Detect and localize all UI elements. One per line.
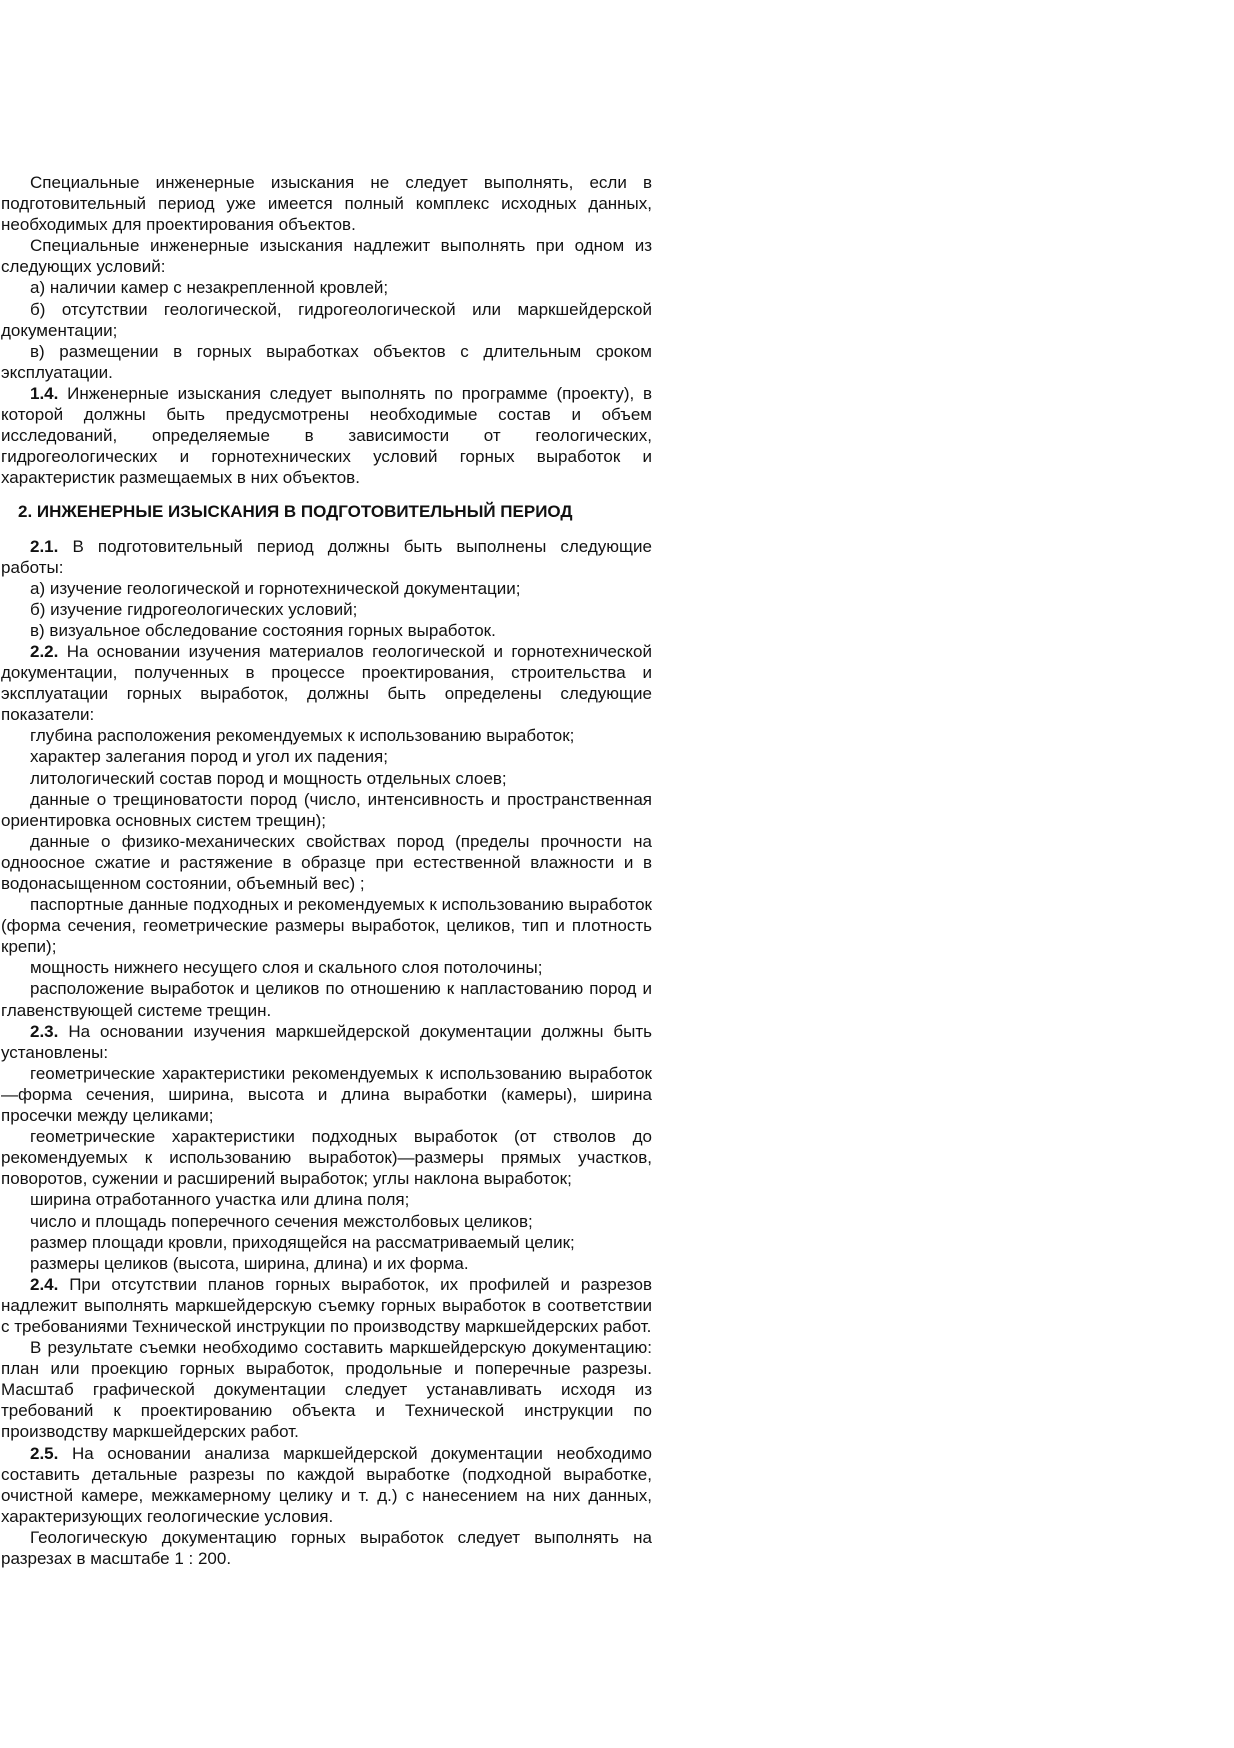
clause-2-4: 2.4. При отсутствии планов горных выработок, их профилей и разрезов надлежит выполнять маркшейдерскую съемку горных выработок в соответствии с требованиями Технической инструкции по производству маркшейдерских работ. [1, 1274, 652, 1336]
clause-number: 1.4. [30, 383, 59, 403]
paragraph: Геологическую документацию горных выработок следует выполнять на разрезах в масштабе 1 : 200. [1, 1527, 652, 1568]
document-page [1, 172, 652, 1569]
list-item: литологический состав пород и мощность отдельных слоев; [30, 768, 507, 788]
list-item: размер площади кровли, приходящейся на рассматриваемый целик; [30, 1232, 575, 1252]
list-item: характер залегания пород и угол их падения; [30, 747, 388, 767]
list-item: геометрические характеристики подходных выработок (от стволов до рекомендуемых к использованию выработок)—размеры прямых участков, поворотов, сужении и расширений выработок; углы наклона выработок; [1, 1127, 652, 1189]
section-2-heading: 2. ИНЖЕНЕРНЫЕ ИЗЫСКАНИЯ В ПОДГОТОВИТЕЛЬНЫЙ ПЕРИОД [18, 502, 573, 522]
list-item: в) размещении в горных выработках объектов с длительным сроком эксплуатации. [1, 341, 652, 382]
list-item: мощность нижнего несущего слоя и скального слоя потолочины; [30, 958, 543, 978]
list-item: ширина отработанного участка или длина поля; [30, 1190, 410, 1210]
clause-2-2: 2.2. На основании изучения материалов геологической и горнотехнической документации, полученных в процессе проектирования, строительства и эксплуатации горных выработок, должны быть определены следующие показатели: [1, 641, 652, 725]
clause-2-3: 2.3. На основании изучения маркшейдерской документации должны быть установлены: [1, 1021, 652, 1062]
paragraph: В результате съемки необходимо составить маркшейдерскую документацию: план или проекцию горных выработок, продольные и поперечные разрезы. Масштаб графической документации следует устанавливать исходя из требований к проектированию объекта и Технической инструкции по производству маркшейдерских работ. [1, 1338, 652, 1442]
list-item: б) отсутствии геологической, гидрогеологической или маркшейдерской документации; [1, 299, 652, 340]
clause-number: 2.5. [30, 1443, 59, 1463]
clause-number: 2.3. [30, 1021, 59, 1041]
clause-number: 2.4. [30, 1274, 59, 1294]
clause-1-4: 1.4. Инженерные изыскания следует выполнять по программе (проекту), в которой должны быть предусмотрены необходимые состав и объем исследований, определяемые в зависимости от геологических, гидрогеологических и горнотехнических условий горных выработок и характеристик размещаемых в них объектов. [1, 383, 652, 488]
clause-number: 2.2. [30, 641, 59, 661]
clause-2-1: 2.1. В подготовительный период должны быть выполнены следующие работы: [1, 536, 652, 577]
clause-number: 2.1. [30, 536, 59, 556]
section-2-body [1, 536, 652, 1570]
list-item: паспортные данные подходных и рекомендуемых к использованию выработок (форма сечения, геометрические размеры выработок, целиков, тип и плотность крепи); [1, 895, 652, 957]
list-item: в) визуальное обследование состояния горных выработок. [30, 620, 496, 640]
list-item: расположение выработок и целиков по отношению к напластованию пород и главенствующей системе трещин. [1, 979, 652, 1020]
list-item: а) изучение геологической и горнотехнической документации; [30, 578, 521, 598]
list-item: число и площадь поперечного сечения межстолбовых целиков; [30, 1211, 533, 1231]
list-item: данные о трещиноватости пород (число, интенсивность и пространственная ориентировка основных систем трещин); [1, 789, 652, 830]
list-item: глубина расположения рекомендуемых к использованию выработок; [30, 726, 575, 746]
list-item: а) наличии камер с незакрепленной кровлей; [30, 278, 389, 298]
list-item: б) изучение гидрогеологических условий; [30, 599, 358, 619]
paragraph: Специальные инженерные изыскания не следует выполнять, если в подготовительный период уже имеется полный комплекс исходных данных, необходимых для проектирования объектов. [1, 173, 652, 235]
section-1-continuation [1, 172, 652, 488]
list-item: геометрические характеристики рекомендуемых к использованию выработок—форма сечения, ширина, высота и длина выработки (камеры), ширина просечки между целиками; [1, 1063, 652, 1126]
paragraph: Специальные инженерные изыскания надлежит выполнять при одном из следующих условий: [1, 236, 652, 277]
clause-2-5: 2.5. На основании анализа маркшейдерской документации необходимо составить детальные разрезы по каждой выработке (подходной выработке, очистной камере, межкамерному целику и т. д.) с нанесением на них данных, характеризующих геологические условия. [1, 1443, 652, 1526]
list-item: данные о физико-механических свойствах пород (пределы прочности на одноосное сжатие и растяжение в образце при естественной влажности и в водонасыщенном состоянии, объемный вес) ; [1, 831, 652, 893]
list-item: размеры целиков (высота, ширина, длина) и их форма. [30, 1253, 469, 1273]
